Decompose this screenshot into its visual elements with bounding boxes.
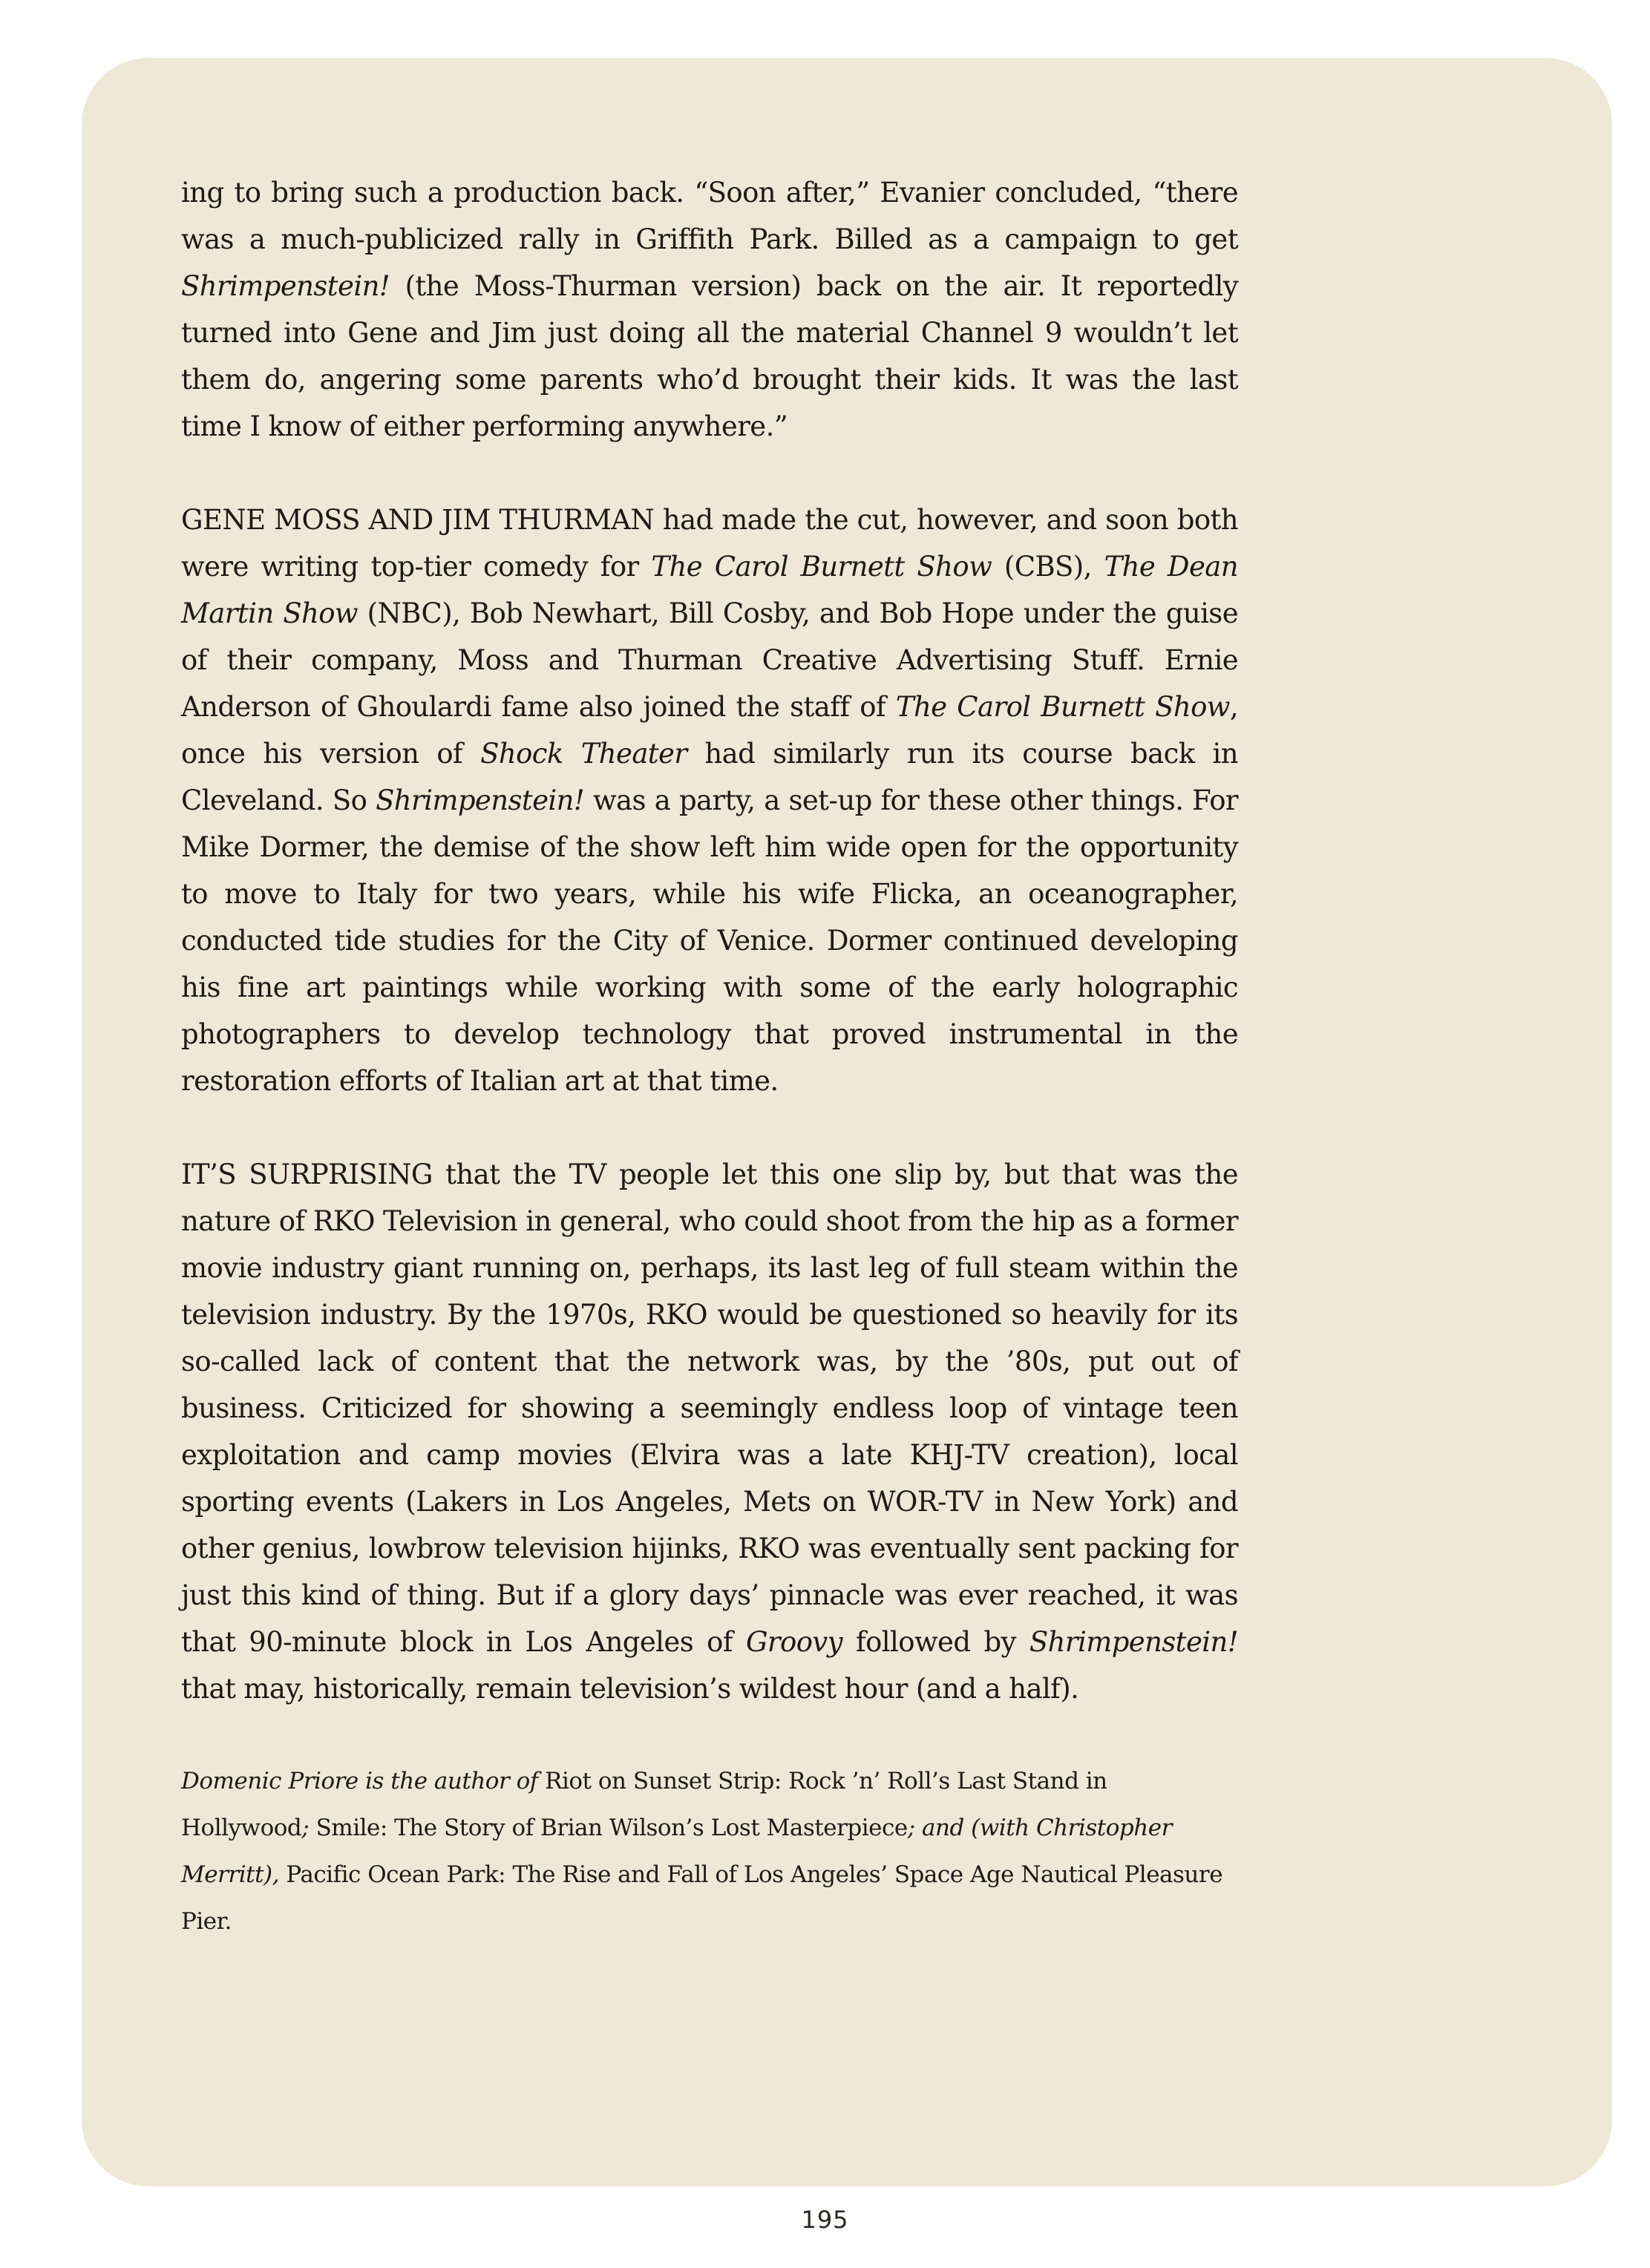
segment: (NBC), Bob Newhart, Bill Cosby, and Bob Hope under the guise of their company, Moss and Thurman Creative Advertising Stuff. Ernie Anderson of Ghoulardi fame also joined the staff of [181, 597, 1238, 723]
segment: (CBS), [992, 551, 1104, 583]
segment: (the Moss-Thurman version) back on the air. It reportedly turned into Gene and Jim just doing all the material Channel 9 wouldn’t let them do, angering some parents who’d brought their kids. It was the last time I know of either performing anywhere.” [181, 270, 1238, 442]
italic-title: The Carol Burnett Show [651, 551, 992, 583]
paragraph-3 [181, 1151, 1238, 1712]
author-bio [181, 1758, 1238, 1945]
segment: was a party, a set-up for these other things. For Mike Dormer, the demise of the show left him wide open for the opportunity to move to Italy for two years, while his wife Flicka, an oceanographer, conducted tide studies for the City of Venice. Dormer continued developing his fine art paintings while working with some of the early holographic photographers to develop technology that proved instrumental in the restoration efforts of Italian art at that time. [181, 784, 1238, 1097]
bio-book-title: Riot on Sunset Strip: Rock ’n’ Roll’s Last Stand in Hollywood [181, 1768, 1107, 1841]
paragraph-1 [181, 169, 1238, 450]
italic-title: Shrimpenstein! [1029, 1626, 1238, 1658]
italic-title: The Dean Martin Show [181, 551, 1238, 629]
bio-segment: ; [301, 1815, 316, 1841]
bio-segment: ; and (with Christopher Merritt), [181, 1815, 1172, 1888]
segment: , once his version of [181, 691, 1238, 770]
bio-segment: Domenic Priore is the author of [181, 1768, 538, 1795]
italic-title: Shock Theater [480, 738, 687, 770]
segment: ing to bring such a production back. “Soon after,” Evanier concluded, “there was a much-publicized rally in Griffith Park. Billed as a campaign to get [181, 177, 1238, 255]
segment: GENE MOSS AND JIM THURMAN had made the cut, however, and soon both were writing top-tier comedy for [181, 504, 1238, 583]
italic-title: The Carol Burnett Show [895, 691, 1230, 723]
bio-book-title: Pacific Ocean Park: The Rise and Fall of Los Angeles’ Space Age Nautical Pleasure Pier. [181, 1861, 1223, 1935]
segment: IT’S SURPRISING that the TV people let this one slip by, but that was the nature of RKO Television in general, who could shoot from the hip as a former movie industry giant running on, perhaps, its last leg of full steam within the television industry. By the 1970s, RKO would be questioned so heavily for its so-called lack of content that the network was, by the ’80s, put out of business. Criticized for showing a seemingly endless loop of vintage teen exploitation and camp movies (Elvira was a late KHJ-TV creation), local sporting events (Lakers in Los Angeles, Mets on WOR-TV in New York) and other genius, lowbrow television hijinks, RKO was eventually sent packing for just this kind of thing. But if a glory days’ pinnacle was ever reached, it was that 90-minute block in Los Angeles of [181, 1158, 1238, 1658]
segment: had similarly run its course back in Cleveland. So [181, 738, 1238, 816]
page-number: 195 [801, 2206, 849, 2234]
italic-title: Groovy [745, 1626, 842, 1658]
segment: that may, historically, remain television’s wildest hour (and a half). [181, 1673, 1079, 1705]
article-body [181, 169, 1238, 1945]
italic-title: Shrimpenstein! [376, 784, 585, 816]
paragraph-2 [181, 496, 1238, 1104]
bio-book-title: Smile: The Story of Brian Wilson’s Lost Masterpiece [315, 1815, 908, 1841]
segment: followed by [842, 1626, 1029, 1658]
italic-title: Shrimpenstein! [181, 270, 390, 302]
